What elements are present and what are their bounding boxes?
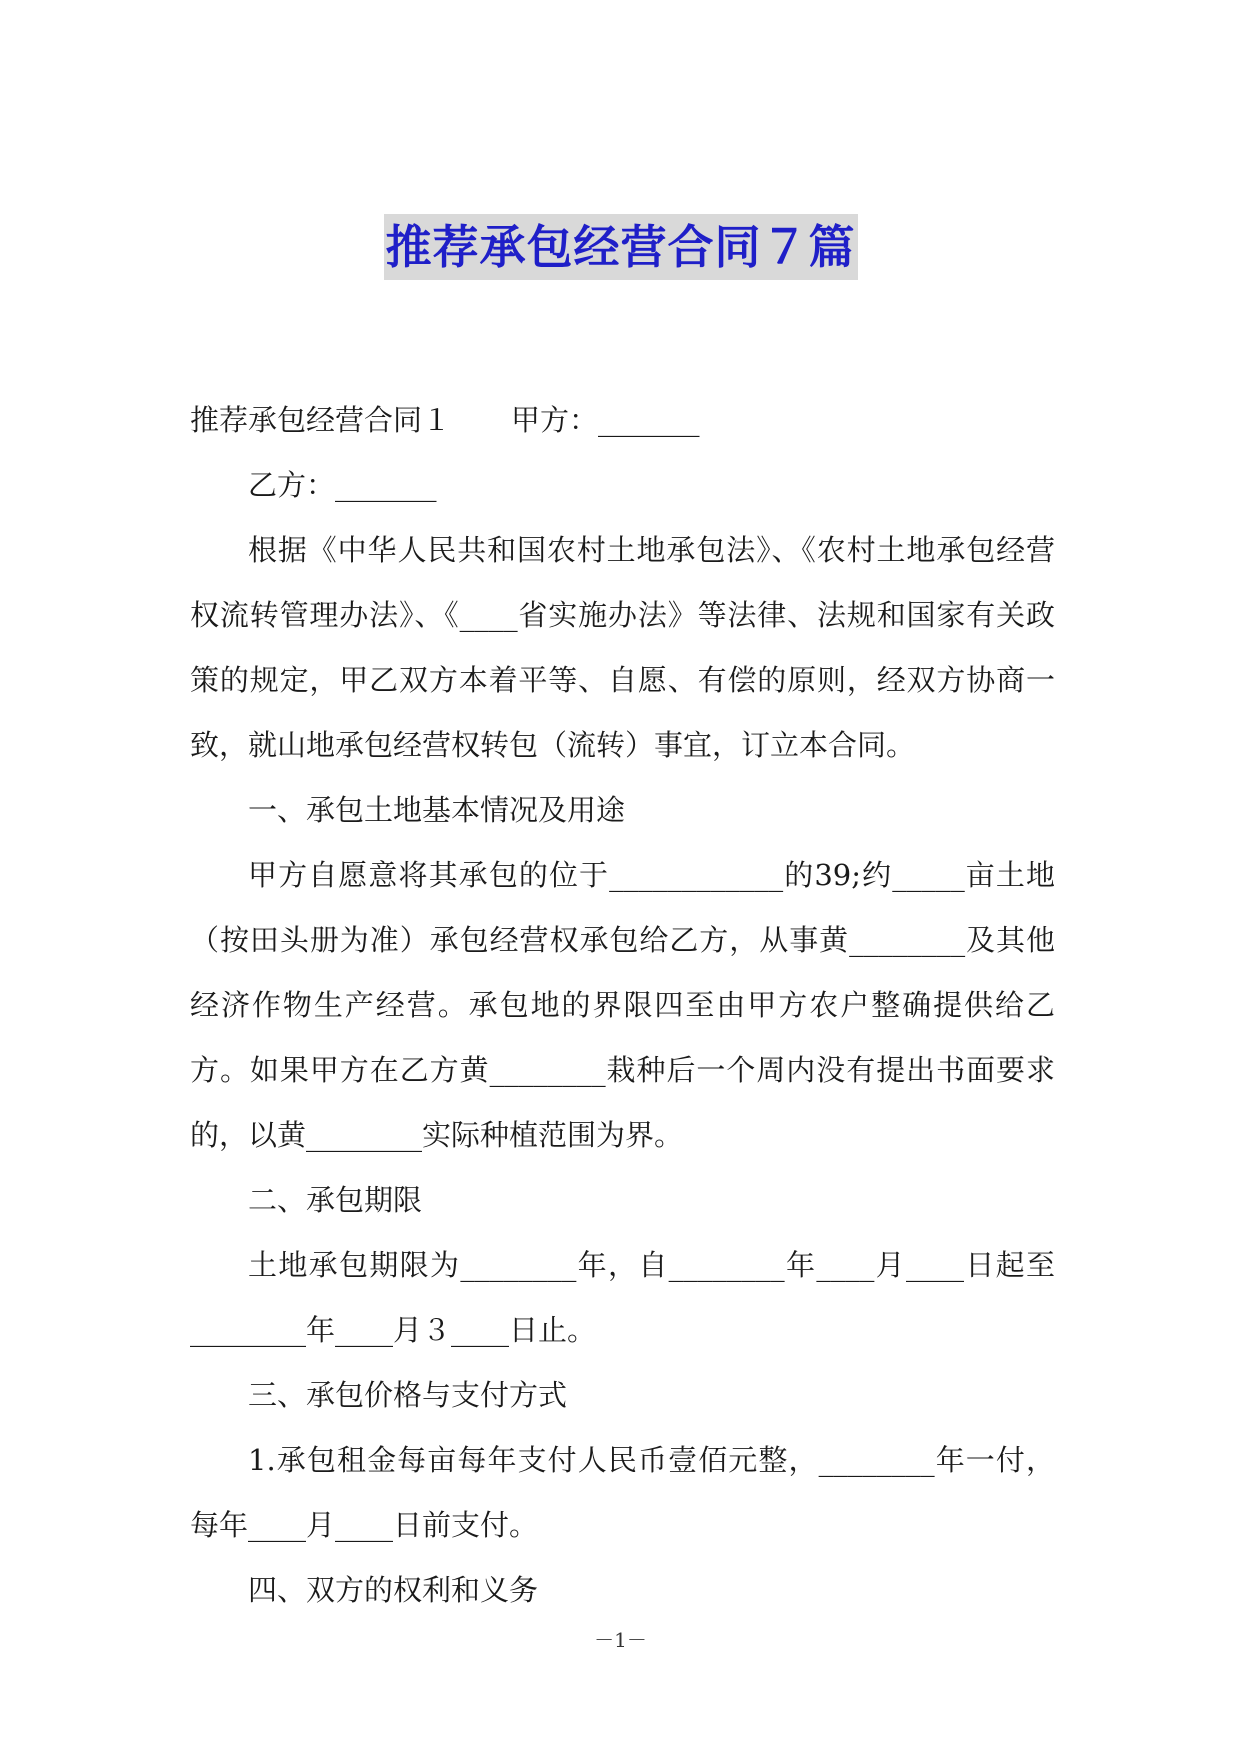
section-heading-4: 四、双方的权利和义务 xyxy=(248,1573,539,1607)
section-heading-1: 一、承包土地基本情况及用途 xyxy=(248,793,626,827)
contract-number-heading: 推荐承包经营合同１ xyxy=(190,403,452,437)
title-container xyxy=(0,214,1241,280)
section-2-paragraph: 土地承包期限为________年，自________年____月____日起至________年____月３____日止。 xyxy=(190,1248,1055,1347)
party-b-line: 乙方：_______ xyxy=(248,468,437,502)
section-1-paragraph: 甲方自愿意将其承包的位于____________的39;约_____亩土地（按田头册为准）承包经营权承包给乙方，从事黄________及其他经济作物生产经营。承包地的界限四至由甲方农户整确提供给乙方。如果甲方在乙方黄________栽种后一个周内没有提出书面要求的，以黄________实际种植范围为界。 xyxy=(190,858,1055,1152)
document-title: 推荐承包经营合同７篇 xyxy=(384,214,858,280)
document-body xyxy=(190,388,1055,1623)
party-a-line: 甲方：_______ xyxy=(511,403,700,437)
section-3-paragraph: 1.承包租金每亩每年支付人民币壹佰元整，________年一付，每年____月____日前支付。 xyxy=(190,1443,1055,1542)
preamble-paragraph: 根据《中华人民共和国农村土地承包法》、《农村土地承包经营权流转管理办法》、《____省实施办法》等法律、法规和国家有关政策的规定，甲乙双方本着平等、自愿、有偿的原则，经双方协商一致，就山地承包经营权转包（流转）事宜，订立本合同。 xyxy=(190,533,1055,762)
section-heading-2: 二、承包期限 xyxy=(248,1183,423,1217)
section-heading-3: 三、承包价格与支付方式 xyxy=(248,1378,568,1412)
contract-heading-line xyxy=(190,388,1055,453)
page-number: －1－ xyxy=(594,1628,647,1652)
